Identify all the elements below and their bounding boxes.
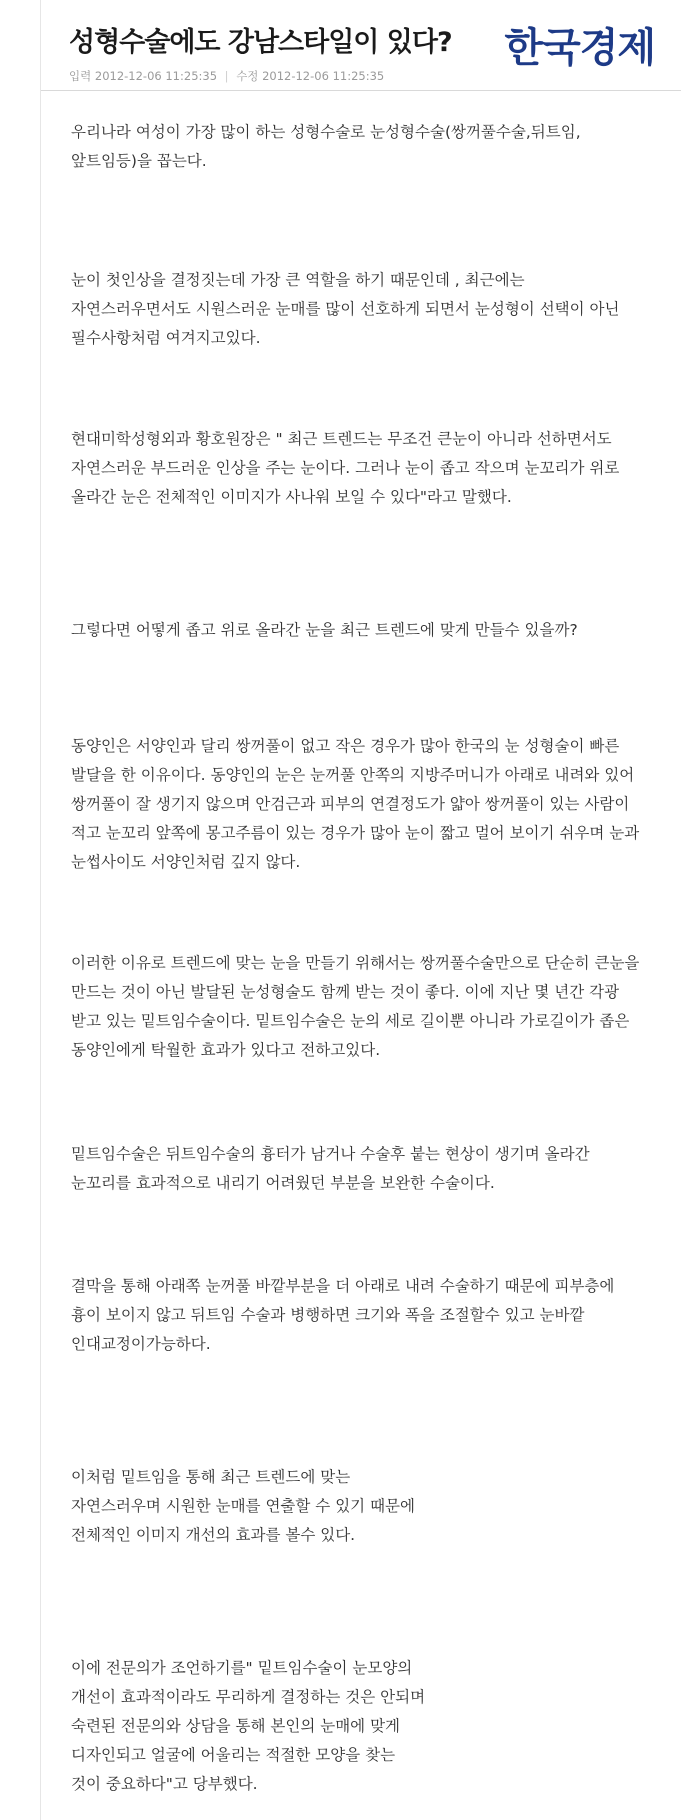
article-paragraph: 이처럼 밑트임을 통해 최근 트렌드에 맞는 자연스러우며 시원한 눈매를 연출할 수 있기 때문에 전체적인 이미지 개선의 효과를 볼수 있다.: [71, 1468, 415, 1544]
article-title: 성형수술에도 강남스타일이 있다?: [69, 27, 452, 58]
article-paragraph: 이러한 이유로 트렌드에 맞는 눈을 만들기 위해서는 쌍꺼풀수술만으로 단순히 큰눈을 만드는 것이 아닌 발달된 눈성형술도 함께 받는 것이 좋다. 이에 지난 몇 년간 각광 받고 있는 밑트임수술이다. 밑트임수술은 눈의 세로 길이뿐 아니라 가로길이가 좁은 동양인에게 탁월한 효과가 있다고 전하고있다.: [71, 954, 640, 1059]
article-paragraph: 그렇다면 어떻게 좁고 위로 올라간 눈을 최근 트렌드에 맞게 만들수 있을까?: [71, 621, 578, 639]
input-label: 입력: [69, 69, 92, 83]
article-container: [40, 0, 681, 1820]
article-paragraph: 밑트임수술은 뒤트임수술의 흉터가 남거나 수술후 붙는 현상이 생기며 올라간 눈꼬리를 효과적으로 내리기 어려웠던 부분을 보완한 수술이다.: [71, 1145, 590, 1192]
article-paragraph: 우리나라 여성이 가장 많이 하는 성형수술로 눈성형수술(쌍꺼풀수술,뒤트임,앞트임등)을 꼽는다.: [71, 123, 581, 170]
update-time: 2012-12-06 11:25:35: [262, 69, 385, 83]
article-paragraph: 눈이 첫인상을 결정짓는데 가장 큰 역할을 하기 때문인데 , 최근에는 자연스러우면서도 시원스러운 눈매를 많이 선호하게 되면서 눈성형이 선택이 아닌 필수사항처럼 여겨지고있다.: [71, 271, 620, 347]
meta-separator: |: [224, 69, 229, 83]
article-paragraph: 동양인은 서양인과 달리 쌍꺼풀이 없고 작은 경우가 많아 한국의 눈 성형술이 빠른 발달을 한 이유이다. 동양인의 눈은 눈꺼풀 안쪽의 지방주머니가 아래로 내려와 있어 쌍꺼풀이 잘 생기지 않으며 안검근과 피부의 연결정도가 얇아 쌍꺼풀이 있는 사람이 적고 눈꼬리 앞쪽에 몽고주름이 있는 경우가 많아 눈이 짧고 멀어 보이기 쉬우며 눈과 눈썹사이도 서양인처럼 깊지 않다.: [71, 737, 640, 871]
update-label: 수정: [236, 69, 259, 83]
input-time: 2012-12-06 11:25:35: [94, 69, 218, 83]
article-paragraph: 이에 전문의가 조언하기를" 밑트임수술이 눈모양의 개선이 효과적이라도 무리하게 결정하는 것은 안되며 숙련된 전문의와 상담을 통해 본인의 눈매에 맞게 디자인되고 얼굴에 어울리는 적절한 모양을 찾는 것이 중요하다"고 당부했다.: [71, 1659, 426, 1793]
publisher-logo[interactable]: 한국경제: [504, 24, 655, 71]
article-paragraph: 현대미학성형외과 황호원장은 " 최근 트렌드는 무조건 큰눈이 아니라 선하면서도 자연스러운 부드러운 인상을 주는 눈이다. 그러나 눈이 좁고 작으며 눈꼬리가 위로 올라간 눈은 전체적인 이미지가 사나워 보일 수 있다"라고 말했다.: [71, 430, 620, 506]
article-paragraph: 결막을 통해 아래쪽 눈꺼풀 바깥부분을 더 아래로 내려 수술하기 때문에 피부층에 흉이 보이지 않고 뒤트임 수술과 병행하면 크기와 폭을 조절할수 있고 눈바깥 인대교정이가능하다.: [71, 1277, 615, 1353]
article-header: [41, 0, 681, 91]
article-meta: [69, 68, 384, 84]
